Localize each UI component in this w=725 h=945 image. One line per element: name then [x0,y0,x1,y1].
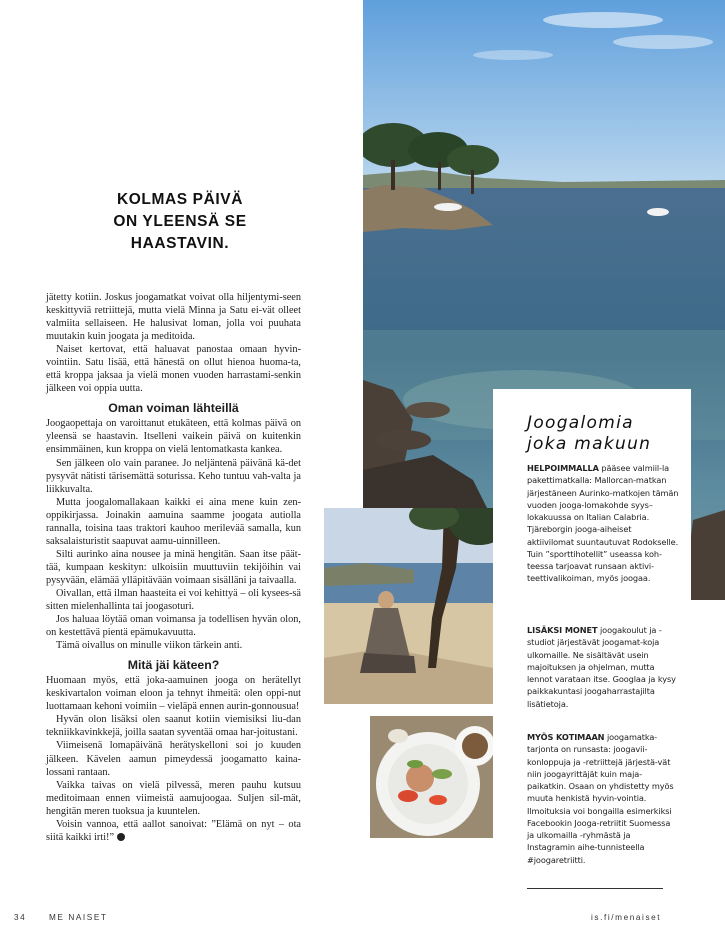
website-url: is.fi/menaiset [591,913,662,922]
body-paragraph: Naiset kertovat, että haluavat panostaa omaan hyvin-vointiin. Satu lisää, että hänestä on ollut hienoa huoma-ta, että kroppa jaksaa ja vielä monen vuoden harrastami-senkin jälkeen voi oppia uutta. [46,344,301,395]
info-box-title-line: Joogalomia [527,413,634,433]
info-box-paragraph [527,462,679,585]
body-paragraph: jätetty kotiin. Joskus joogamatkat voivat olla hiljentymi-seen keskittyviä retriittejä, mutta vielä Minna ja Satu ei-vät olleet valmiita sellaiseen. He halusivat loman, jolla voi puuhata muutakin kuin joogata ja meditoida. [46,292,301,343]
closing-sentence: Voisin vannoa, että aallot sanoivat: ”Elämä on nyt – ota siitä kaikki irti!” [46,818,301,843]
info-box-paragraph [527,731,679,866]
food-image [370,716,493,838]
pull-quote [90,189,270,255]
info-box-paragraph [527,624,679,710]
body-paragraph: Huomaan myös, että joka-aamuinen jooga on herätellyt keskivartalon voiman eloon ja tehnyt ihmeitä: olen oppi-nut luottamaan kehoni voimiin – vieläpä ennen aurin-gonnousua! [46,675,301,713]
body-paragraph: Oivallan, että ilman haasteita ei voi kehittyä – oli kysees-sä sitten mielenhallinta tai joogasoturi. [46,587,301,613]
body-paragraph: Jos haluaa löytää oman voimansa ja todellisen hyvän olon, on kestettävä pientä epämukavuutta. [46,614,301,639]
article-body [46,291,301,844]
woman-by-tree-photo [324,508,493,704]
body-paragraph: Mutta joogalomallakaan kaikki ei aina mene kuin zen-oppikirjassa. Joinakin aamuina saamme joogata autiolla rannalla, toisina taas traktori kauhoo merilevää samalla, kun saksalaisturistit saapuvat aamu-uinnilleen. [46,496,301,547]
salad-plate-photo [370,716,493,838]
pull-quote-line: HAASTAVIN. [130,235,230,252]
info-lead: HELPOIMMALLA [527,463,599,473]
body-paragraph: Joogaopettaja on varoittanut etukäteen, että kolmas päivä on yleensä se haastavin. Itselleni vaikein päivä on kuitenkin ensimmäinen, kun kroppa on vielä lentomatkasta kankea. [46,418,301,456]
info-box [493,389,691,897]
info-box-rule [527,888,663,889]
body-paragraph: Hyvän olon lisäksi olen saanut kotiin viemisiksi liu-dan tekniikkavinkkejä, joilla saatan syventää omaa har-joitustani. [46,714,301,739]
body-paragraph: Tämä oivallus on minulle viikon tärkein anti. [56,640,243,652]
pull-quote-line: KOLMAS PÄIVÄ [116,191,244,208]
body-paragraph: Viimeisenä lomapäivänä herätyskelloni soi jo kuuden jälkeen. Kävelen aamun pimeydessä joogamatto kaina-lossani rantaan. [46,740,301,778]
body-paragraph: Vaikka taivas on vielä pilvessä, meren pauhu kutsuu meditoimaan ennen viimeistä aamujoogaa. Suljen sil-mät, hengitän meren tuoksua ja kuuntelen. [46,779,301,817]
info-text: pääsee valmiil-la pakettimatkalla: Mallorcan-matkan järjestäneen Aurinko-matkojen tämän vuoden jooga-lomakohde syys–lokakuussa on Italian Calabria. Tjäreborgin jooga-aiheiset aktiivilomat suuntautuvat Rodokselle. Tuin ”sporttihotellit” useassa koh-teessa tarjoavat runsaan aktivi-teettivalikoiman, myös joogaa. [527,463,679,584]
info-text: joogakoulut ja -studiot järjestävät joogamat-koja ulkomaille. Ne sisältävät usein majoituksen ja ohjelman, mutta lennot varataan itse. Googlaa ja kysy paikkakuntasi joogaharrastajilta lisätietoja. [527,625,676,709]
beach-image [324,508,493,704]
info-box-title [527,413,677,455]
info-lead: MYÖS KOTIMAAN [527,732,605,742]
body-paragraph: Sen jälkeen olo vain paranee. Jo neljäntenä päivänä kä-det pysyvät nätisti tärisemättä soturissa. Keho tuntuu vah-valta ja liikkuvalta. [46,457,301,495]
info-lead: LISÄKSI MONET [527,625,598,635]
info-box-title-line: joka makuun [527,434,652,454]
body-paragraph: Silti aurinko aina nousee ja minä hengitän. Saan itse päät-tää, kumpaan keskityn: ulkoisiin muuttuviin tekijöihin vai pysyvään, elämää ylläpitävään voimaan sisälläni ja taivaalla. [46,548,301,586]
end-mark-icon [117,833,125,841]
section-heading: Mitä jäi käteen? [127,658,220,673]
info-text: joogamatka-tarjonta on runsasta: joogavii-konloppuja ja -retriittejä järjestä-vät niin joogayrittäjät kuin maja-paikatkin. Osaan on yhdistetty myös muuta henkistä hyvin-vointia. Ilmoituksia voi bongailla esimerkiksi Facebookin Jooga-retriitit Suomessa ja ulkomailla -ryhmästä ja Instagramin aihe-tunnisteella #joogaretriitti. [527,732,674,865]
magazine-name: ME NAISET [49,913,108,922]
page-number: 34 [14,913,27,922]
body-paragraph [46,818,301,844]
section-heading: Oman voiman lähteillä [108,401,239,416]
pull-quote-line: ON YLEENSÄ SE [113,213,247,230]
